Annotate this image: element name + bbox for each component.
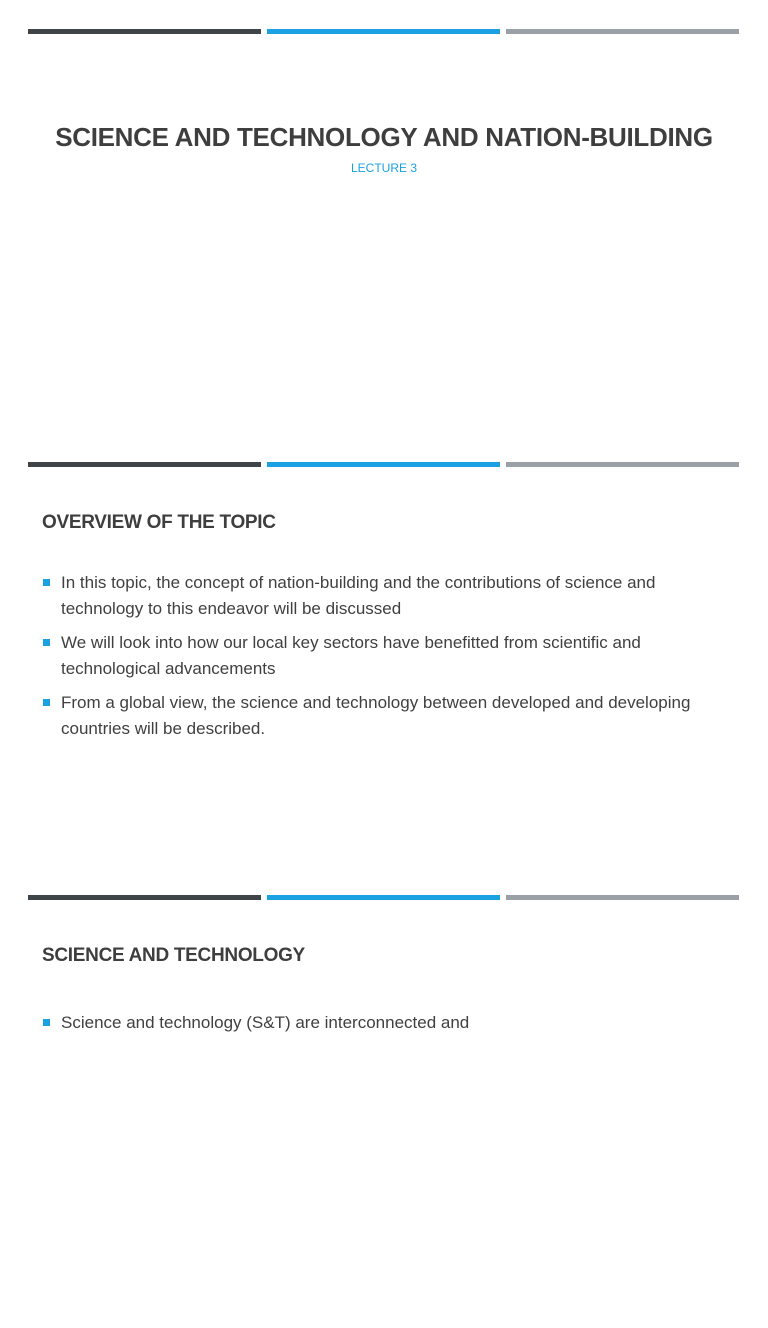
decorative-bars — [28, 462, 740, 467]
list-item — [42, 570, 732, 621]
bar-dark — [28, 462, 261, 467]
bar-dark — [28, 29, 261, 34]
bullet-text: Science and technology (S&T) are interconnected and — [61, 1013, 470, 1032]
bar-gray — [506, 895, 739, 900]
bar-blue — [267, 29, 500, 34]
slide-heading: SCIENCE AND TECHNOLOGY — [42, 945, 305, 966]
bar-blue — [267, 462, 500, 467]
bar-dark — [28, 895, 261, 900]
bar-gray — [506, 29, 739, 34]
slide-subtitle: LECTURE 3 — [350, 161, 418, 175]
slide-title-text: SCIENCE AND TECHNOLOGY AND NATION-BUILDING — [55, 122, 713, 152]
bar-blue — [267, 895, 500, 900]
bullet-square-icon — [43, 699, 50, 706]
list-item — [42, 1010, 732, 1036]
bullet-list — [42, 1010, 732, 1045]
bullet-text: In this topic, the concept of nation-building and the contributions of science and technology to this endeavor will be discussed — [61, 573, 656, 618]
decorative-bars — [28, 895, 740, 900]
decorative-bars — [28, 29, 740, 34]
bullet-square-icon — [43, 579, 50, 586]
slide-title — [0, 29, 768, 462]
slide-overview — [0, 462, 768, 895]
bullet-text: From a global view, the science and technology between developed and developing countries will be described. — [61, 693, 691, 738]
slide-heading: OVERVIEW OF THE TOPIC — [42, 512, 276, 533]
bullet-list — [42, 570, 732, 750]
list-item — [42, 690, 732, 741]
bar-gray — [506, 462, 739, 467]
bullet-square-icon — [43, 1019, 50, 1026]
bullet-text: We will look into how our local key sectors have benefitted from scientific and technological advancements — [61, 633, 641, 678]
list-item — [42, 630, 732, 681]
slide-science-technology — [0, 895, 768, 1328]
bullet-square-icon — [43, 639, 50, 646]
